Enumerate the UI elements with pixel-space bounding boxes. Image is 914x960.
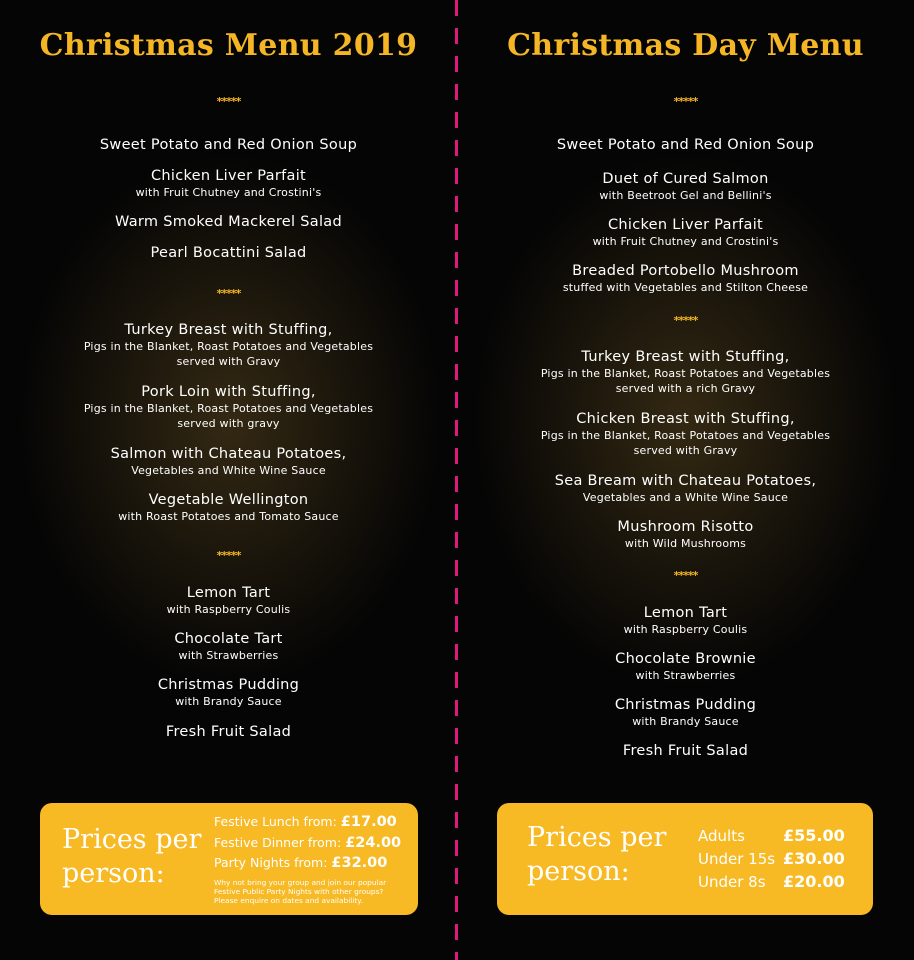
menu-item: Sweet Potato and Red Onion Soup	[556, 137, 815, 153]
star-divider: *****	[216, 287, 241, 300]
right-menu-title: Christmas Day Menu	[507, 28, 864, 63]
menu-item: Duet of Cured Salmon with Beetroot Gel and Bellini's	[599, 171, 772, 202]
price-row-label: Under 8s	[698, 873, 766, 891]
price-line: Party Nights from: £32.00	[214, 855, 388, 871]
prices-per-person-label: Prices per person:	[62, 824, 202, 889]
star-divider: *****	[216, 549, 241, 562]
menu-item: Chicken Liver Parfait with Fruit Chutney and Crostini's	[135, 168, 322, 199]
menu-item: Turkey Breast with Stuffing, Pigs in the Blanket, Roast Potatoes and Vegetables served with Gravy	[83, 322, 374, 368]
left-menu-title: Christmas Menu 2019	[39, 28, 418, 63]
star-divider: *****	[673, 95, 698, 108]
menu-item: Chicken Liver Parfait with Fruit Chutney and Crostini's	[592, 217, 779, 248]
menu-item: Salmon with Chateau Potatoes, Vegetables and White Wine Sauce	[110, 446, 347, 477]
menu-item: Chocolate Brownie with Strawberries	[615, 651, 756, 682]
price-row-value: £30.00	[783, 849, 845, 868]
price-list	[214, 812, 401, 905]
menu-item: Chicken Breast with Stuffing, Pigs in the Blanket, Roast Potatoes and Vegetables served with Gravy	[540, 411, 831, 457]
menu-item: Pork Loin with Stuffing, Pigs in the Blanket, Roast Potatoes and Vegetables served with gravy	[83, 384, 374, 430]
menu-item: Fresh Fruit Salad	[165, 724, 292, 740]
left-price-box	[40, 803, 418, 915]
menu-item: Lemon Tart with Raspberry Coulis	[623, 605, 748, 636]
menu-item: Lemon Tart with Raspberry Coulis	[166, 585, 291, 616]
menu-item: Warm Smoked Mackerel Salad	[115, 214, 342, 230]
menu-item: Christmas Pudding with Brandy Sauce	[157, 677, 300, 708]
menu-item: Breaded Portobello Mushroom stuffed with Vegetables and Stilton Cheese	[562, 263, 809, 294]
price-line: Festive Lunch from: £17.00	[214, 814, 397, 830]
price-row-value: £55.00	[783, 826, 845, 845]
price-note: Why not bring your group and join our popular Festive Public Party Nights with other groups? Please enquire on dates and availability.	[214, 877, 387, 905]
star-divider: *****	[673, 569, 698, 582]
menu-item: Fresh Fruit Salad	[622, 743, 749, 759]
price-row-label: Adults	[698, 827, 745, 845]
christmas-day-menu-column	[457, 0, 914, 960]
menu-item: Mushroom Risotto with Wild Mushrooms	[617, 519, 754, 550]
price-line: Festive Dinner from: £24.00	[214, 834, 402, 851]
price-row-label: Under 15s	[698, 850, 776, 868]
menu-item: Pearl Bocattini Salad	[150, 245, 307, 261]
price-row-value: £20.00	[783, 872, 845, 891]
star-divider: *****	[673, 314, 698, 327]
menu-item: Chocolate Tart with Strawberries	[174, 631, 283, 662]
menu-item: Turkey Breast with Stuffing, Pigs in the Blanket, Roast Potatoes and Vegetables served with a rich Gravy	[540, 349, 831, 395]
right-price-box	[497, 803, 873, 915]
prices-per-person-label: Prices per person:	[527, 822, 667, 887]
menu-item: Sweet Potato and Red Onion Soup	[99, 137, 358, 153]
star-divider: *****	[216, 95, 241, 108]
menu-item: Christmas Pudding with Brandy Sauce	[614, 697, 757, 728]
menu-item: Sea Bream with Chateau Potatoes, Vegetables and a White Wine Sauce	[554, 473, 817, 504]
menu-item: Vegetable Wellington with Roast Potatoes and Tomato Sauce	[118, 492, 339, 523]
